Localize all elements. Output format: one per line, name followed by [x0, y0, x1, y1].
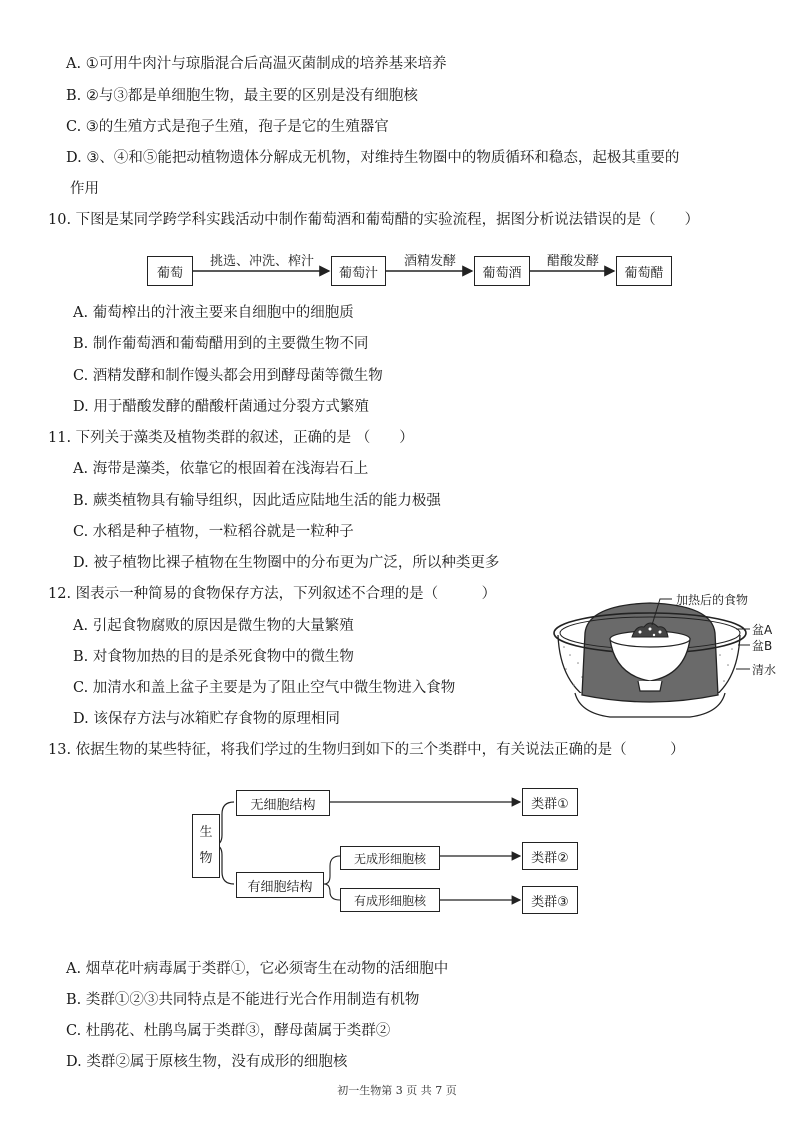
q12-option-c: C. 加清水和盖上盆子主要是为了阻止空气中微生物进入食物 — [73, 680, 456, 696]
tree-group-2: 类群② — [522, 842, 578, 870]
tree-node-no-nucleus: 无成形细胞核 — [340, 846, 440, 870]
label-basin-b: 盆B — [752, 639, 773, 653]
q9-option-c: C. ③的生殖方式是孢子生殖，孢子是它的生殖器官 — [66, 119, 389, 135]
question-13-stem: 13. 依据生物的某些特征，将我们学过的生物归到如下的三个类群中，有关说法正确的是（ ） — [48, 742, 685, 758]
q12-option-d: D. 该保存方法与冰箱贮存食物的原理相同 — [73, 711, 340, 727]
q9-option-d: D. ③、④和⑤能把动植物遗体分解成无机物，对维持生物圈中的物质循环和稳态，起极其重要的 — [66, 150, 680, 166]
question-10-stem: 10. 下图是某同学跨学科实践活动中制作葡萄酒和葡萄醋的实验流程，据图分析说法错误的是（ ） — [48, 212, 700, 228]
label-basin-a: 盆A — [752, 623, 773, 637]
q9-option-a: A. ①可用牛肉汁与琼脂混合后高温灭菌制成的培养基来培养 — [66, 56, 447, 72]
flow-box-grape: 葡萄 — [147, 256, 193, 286]
tree-node-cell-structure: 有细胞结构 — [236, 872, 324, 898]
q13-option-d: D. 类群②属于原核生物，没有成形的细胞核 — [66, 1054, 348, 1070]
q11-option-c: C. 水稻是种子植物，一粒稻谷就是一粒种子 — [73, 524, 354, 540]
q11-option-d: D. 被子植物比裸子植物在生物圈中的分布更为广泛，所以种类更多 — [73, 555, 500, 571]
q13-option-b: B. 类群①②③共同特点是不能进行光合作用制造有机物 — [66, 992, 420, 1008]
q13-option-a: A. 烟草花叶病毒属于类群①，它必须寄生在动物的活细胞中 — [66, 961, 449, 977]
flow-box-grape-juice: 葡萄汁 — [331, 256, 386, 286]
flow-box-grape-vinegar: 葡萄醋 — [616, 256, 672, 286]
q10-option-d: D. 用于醋酸发酵的醋酸杆菌通过分裂方式繁殖 — [73, 399, 369, 415]
tree-group-1: 类群① — [522, 788, 578, 816]
question-11-stem: 11. 下列关于藻类及植物类群的叙述，正确的是 （ ） — [48, 430, 414, 446]
q10-option-b: B. 制作葡萄酒和葡萄醋用到的主要微生物不同 — [73, 336, 369, 352]
q13-option-c: C. 杜鹃花、杜鹃鸟属于类群③，酵母菌属于类群② — [66, 1023, 391, 1039]
tree-node-no-cell-structure: 无细胞结构 — [236, 790, 330, 816]
page-footer: 初一生物第 3 页 共 7 页 — [337, 1084, 457, 1097]
q10-option-c: C. 酒精发酵和制作馒头都会用到酵母菌等微生物 — [73, 368, 383, 384]
q9-option-b: B. ②与③都是单细胞生物，最主要的区别是没有细胞核 — [66, 88, 418, 104]
flow-step-1-label: 挑选、冲洗、榨汁 — [209, 254, 314, 269]
q11-option-b: B. 蕨类植物具有输导组织，因此适应陆地生活的能力极强 — [73, 493, 441, 509]
q11-option-a: A. 海带是藻类，依靠它的根固着在浅海岩石上 — [73, 461, 369, 477]
tree-node-has-nucleus: 有成形细胞核 — [340, 888, 440, 912]
label-heated-food: 加热后的食物 — [676, 593, 749, 607]
q12-option-a: A. 引起食物腐败的原因是微生物的大量繁殖 — [73, 618, 354, 634]
tree-group-3: 类群③ — [522, 886, 578, 914]
q9-option-d-continued: 作用 — [70, 181, 99, 197]
q12-option-b: B. 对食物加热的目的是杀死食物中的微生物 — [73, 649, 354, 665]
label-water: 清水 — [752, 663, 777, 677]
flow-step-3-label: 醋酸发酵 — [546, 254, 599, 269]
tree-root-organisms: 生 物 — [192, 814, 220, 878]
flow-step-2-label: 酒精发酵 — [403, 254, 456, 269]
flow-box-grape-wine: 葡萄酒 — [474, 256, 530, 286]
q10-option-a: A. 葡萄榨出的汁液主要来自细胞中的细胞质 — [73, 305, 354, 321]
question-12-stem: 12. 图表示一种简易的食物保存方法，下列叙述不合理的是（ ） — [48, 586, 497, 602]
